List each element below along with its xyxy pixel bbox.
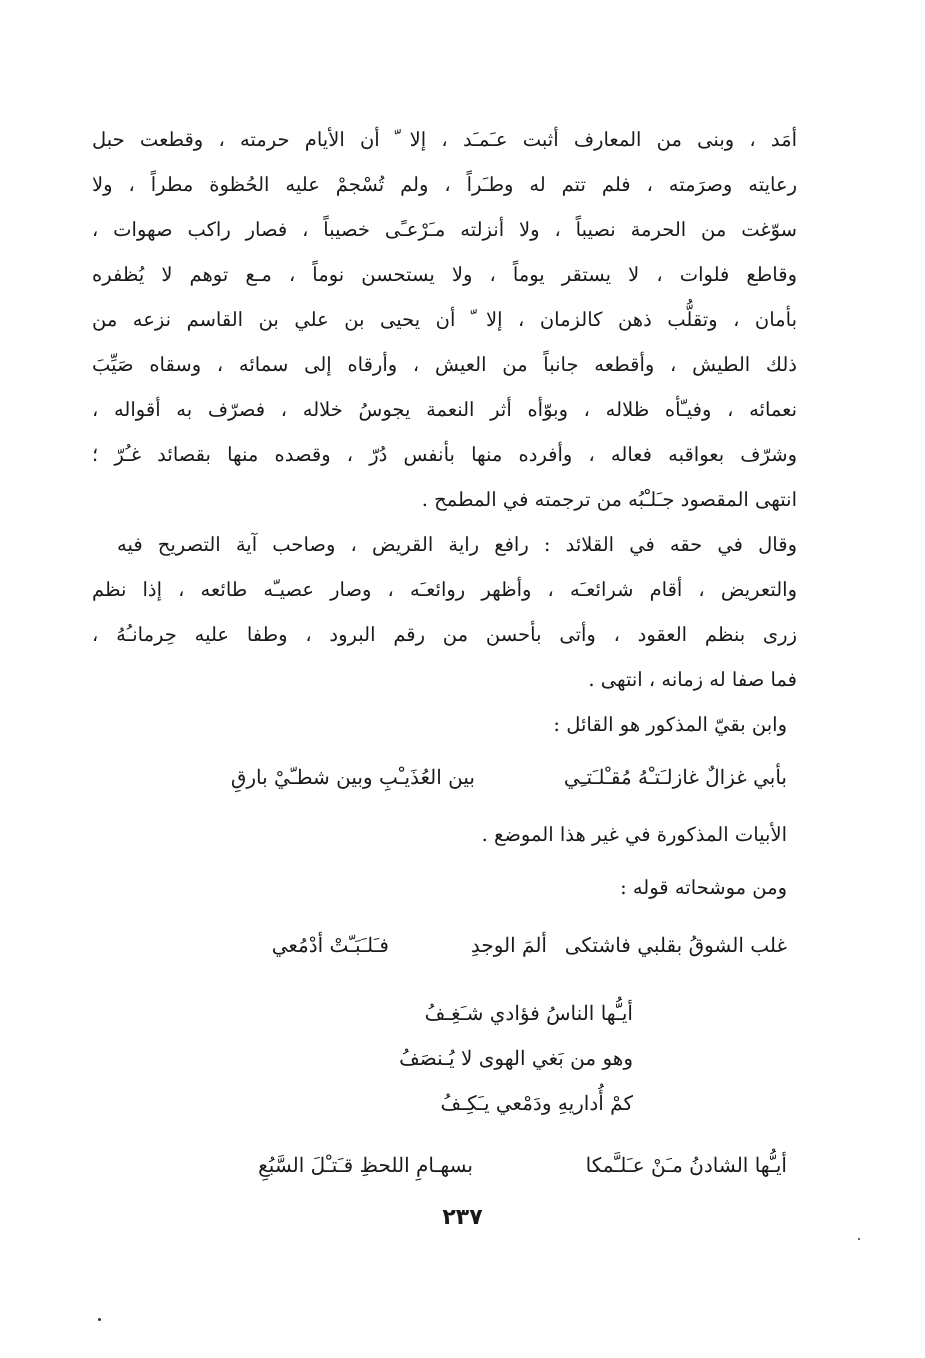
verse-first-hemistich: بأبي غزالٌ غازلـَتـْهُ مُقـْلـَتـِي	[563, 765, 787, 789]
prose-line-last: فما صفا له زمانه ، انتهى .	[588, 668, 797, 691]
prose-line: أمَد ، وبنى من المعارف أثبت عـَمـَد ، إلا ّ أن الأيام حرمته ، وقطعت حبل	[92, 128, 797, 151]
prose-line: زرى بنظم العقود ، وأتى بأحسن من رقم البرود ، وطفا عليه حِرمانـُهُ ،	[92, 623, 797, 646]
verse-note: الأبيات المذكورة في غير هذا الموضع .	[481, 823, 787, 846]
prose-line: بأمان ، وتقلُّب ذهن كالزمان ، إلا ّ أن يحيى بن علي بن القاسم نزعه من	[92, 308, 797, 331]
prose-line-indented: وقال في حقه في القلائد : رافع راية القريض ، وصاحب آية التصريح فيه	[117, 533, 797, 556]
prose-line: رعايته وصرَمته ، فلم تتم له وطـَراً ، ولم تُسْجمْ عليه الحُظوة مطراً ، ولا	[92, 173, 797, 196]
stanza-line: وهو من بَغي الهوى لا يُـنصَفُ	[399, 1046, 633, 1070]
matla-part-3: فـَلـَبَـّتْ أدْمُعي	[271, 933, 389, 957]
matla-part-1: غلب الشوقُ بقلبي فاشتكى	[564, 933, 787, 957]
prose-line-last: انتهى المقصود جـَلـْبُه من ترجمته في المطمح .	[421, 488, 797, 511]
prose-line: وقاطع فلوات ، لا يستقر يوماً ، ولا يستحسن نوماً ، مـع توهم لا يُظفره	[92, 263, 797, 286]
prose-line: وشرّف بعواقبه فعاله ، وأفرده منها بأنفس دُرّ ، وقصده منها بقصائد غـُرّ ؛	[92, 443, 797, 466]
verse-intro: وابن بقيّ المذكور هو القائل :	[553, 713, 787, 736]
scan-speck	[858, 1238, 860, 1240]
stanza-line: أيـُّها الناسُ فؤادي شـَغِـفُ	[424, 1001, 633, 1025]
prose-line: سوّغت من الحرمة نصيباً ، ولا أنزلته مـَرْعـًى خصيباً ، فصار راكب صهوات ،	[92, 218, 797, 241]
muwashshah-intro: ومن موشحاته قوله :	[620, 876, 787, 899]
scan-speck	[98, 1318, 101, 1321]
stanza-line: كمْ أُداريهِ ودَمْعي يـَكِـفُ	[440, 1091, 633, 1115]
verse-second-hemistich: بين العُذَيـْبِ وبين شطـّيْ بارقِ	[230, 765, 475, 789]
prose-line: ذلك الطيش ، وأقطعه جانباً من العيش ، وأرقاه إلى سمائه ، وسقاه صَيِّبَ	[92, 353, 797, 376]
closing-part-2: بسهـامِ اللحظِ قـَتـْلَ السَّبُعِ	[258, 1153, 473, 1177]
closing-part-1: أيـُّها الشادنُ مـَنْ عـَلـَّمكا	[585, 1153, 787, 1177]
matla-part-2: ألمَ الوجدِ	[470, 933, 547, 957]
prose-line: والتعريض ، أقام شرائعـَه ، وأظهر روائعـَه ، وصار عصيـّه طائعه ، إذا نظم	[92, 578, 797, 601]
prose-line: نعمائه ، وفيـّأه ظلاله ، وبوّأه أثر النعمة يجوسُ خلاله ، فصرّف به أقواله ،	[92, 398, 797, 421]
page-number: ٢٣٧	[442, 1205, 483, 1230]
